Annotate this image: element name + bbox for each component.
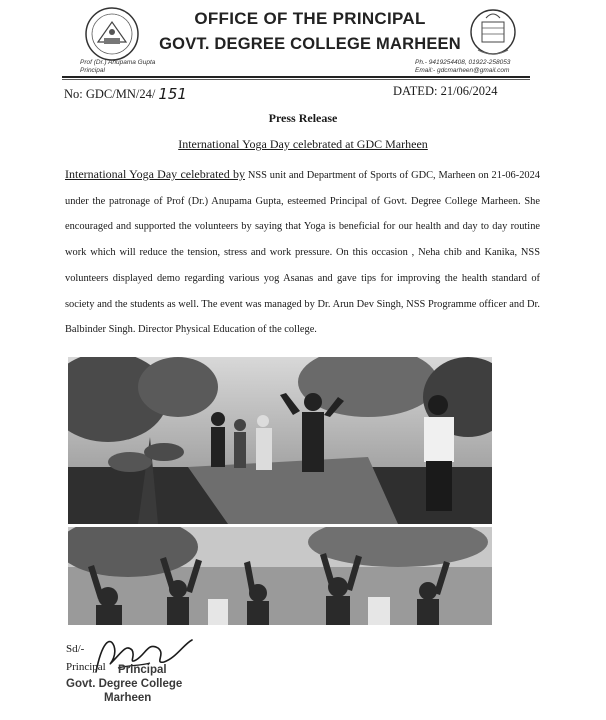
body-lead: International Yoga Day celebrated by [65, 167, 246, 181]
principal-title: Principal [80, 67, 105, 74]
stamp-college-name: Govt. Degree College [66, 678, 183, 690]
stamp-principal: Principal [118, 664, 167, 676]
university-emblem-logo [468, 6, 518, 60]
signature-sd: Sd/- [66, 643, 85, 655]
body-text: NSS unit and Department of Sports of GDC, Marheen on 21-06-2024 under the patronage of Prof (Dr.) Anupama Gupta, esteemed Principal of Govt. Degree College Marheen. She encouraged and supported the volunteers by saying that Yoga is beneficial for our health and day to day routine work which will reduce the tension, stress and work pressure. On this occasion , Neha chib and Kanika, NSS volunteers displayed demo regarding various yog Asanas and gave tips for improving the health standard of society and the students as well. The event was managed by Dr. Arun Dev Singh, NSS Programme officer and Dr. Balbinder Singh. Director Physical Education of the college. [65, 170, 540, 336]
document-date: DATED: 21/06/2024 [393, 84, 498, 98]
letterhead-rule [62, 76, 530, 78]
letterhead-rule-thin [62, 79, 530, 80]
yoga-event-photo-2 [68, 527, 492, 625]
signature-principal-label: Principal [66, 661, 106, 673]
principal-name: Prof (Dr.) Anupama Gupta [80, 59, 156, 66]
phone-number: Ph.- 9419254408, 01922-258053 [415, 59, 511, 66]
office-title: OFFICE OF THE PRINCIPAL [194, 9, 426, 28]
principal-info [80, 59, 155, 75]
yoga-event-photo-1 [68, 357, 492, 524]
contact-info [415, 59, 510, 75]
body-paragraph [65, 162, 540, 343]
handwritten-number: 151 [158, 85, 187, 103]
subject-line: International Yoga Day celebrated at GDC Marheen [178, 137, 428, 151]
college-emblem-logo [84, 6, 140, 62]
reference-number [64, 84, 187, 102]
reference-label: No: GDC/MN/24/ [64, 87, 156, 101]
college-name: GOVT. DEGREE COLLEGE MARHEEN [159, 35, 461, 53]
press-release-heading: Press Release [268, 111, 338, 125]
email-address: Email:- gdcmarheen@gmail.com [415, 67, 510, 74]
stamp-location: Marheen [104, 692, 152, 704]
